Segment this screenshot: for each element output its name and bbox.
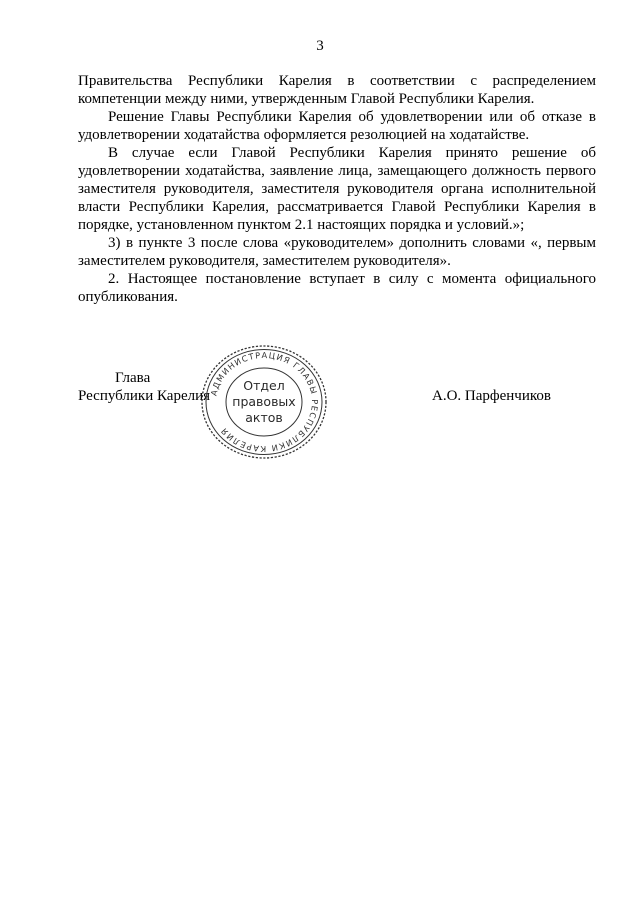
document-body [78, 72, 596, 306]
paragraph-effective-date: 2. Настоящее постановление вступает в силу с момента официального опубликования. [78, 271, 596, 305]
stamp-ring-text: АДМИНИСТРАЦИЯ ГЛАВЫ РЕСПУБЛИКИ КАРЕЛИЯ [208, 349, 321, 455]
signatory-title-line2: Республики Карелия [78, 388, 211, 404]
stamp-line3: актов [245, 410, 283, 425]
stamp-line1: Отдел [243, 378, 285, 393]
page-number: 3 [316, 38, 324, 54]
paragraph-decision: Решение Главы Республики Карелия об удовлетворении или об отказе в удовлетворении ходатайства оформляется резолюцией на ходатайстве. [78, 109, 596, 143]
signatory-name: А.О. Парфенчиков [432, 388, 551, 404]
stamp-line2: правовых [232, 394, 296, 409]
paragraph-approval-case: В случае если Главой Республики Карелия принято решение об удовлетворении ходатайства, заявление лица, замещающего должность первого заместителя руководителя, заместителя руководителя органа исполнительной власти Республики Карелия, рассматривается Главой Республики Карелия в порядке, установленном пунктом 2.1 настоящих порядка и условий.»; [78, 145, 596, 233]
official-stamp [198, 342, 330, 460]
paragraph-item-3: 3) в пункте 3 после слова «руководителем» дополнить словами «, первым заместителем руководителя, заместителем руководителя». [78, 235, 596, 269]
paragraph-continuation: Правительства Республики Карелия в соответствии с распределением компетенции между ними, утвержденным Главой Республики Карелия. [78, 73, 596, 107]
signatory-title [78, 369, 210, 405]
signatory-title-line1: Глава [115, 370, 151, 386]
